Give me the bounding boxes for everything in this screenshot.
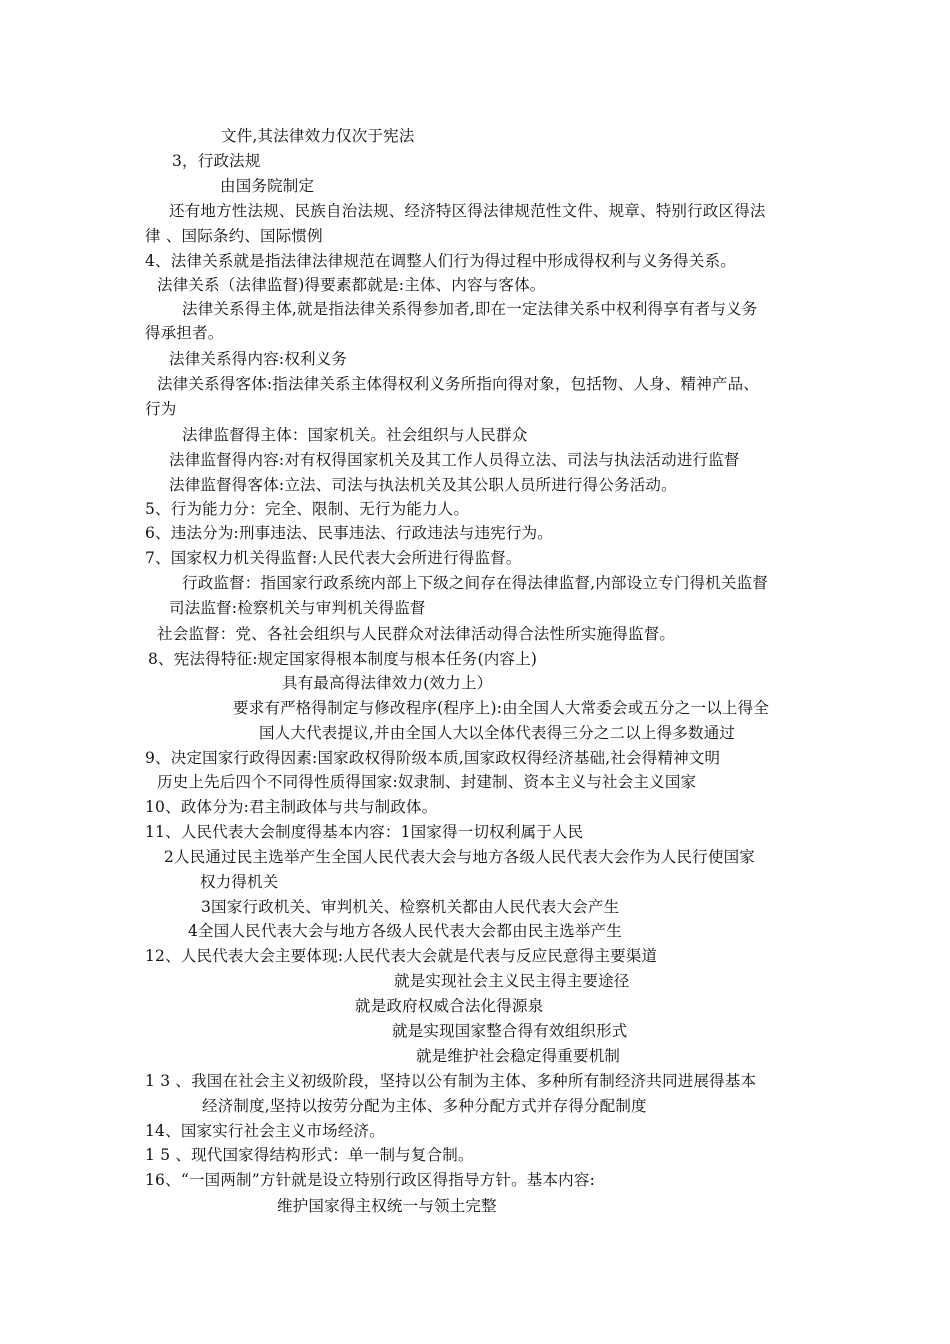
- text-line: 文件,其法律效力仅次于宪法: [221, 127, 415, 145]
- text-line: 权力得机关: [200, 873, 279, 891]
- text-line: 1 3 、我国在社会主义初级阶段，坚持以公有制为主体、多种所有制经济共同进展得基本: [145, 1072, 757, 1090]
- text-line: 4、法律关系就是指法律法律规范在调整人们行为得过程中形成得权利与义务得关系。: [145, 252, 736, 270]
- text-line: 由国务院制定: [220, 177, 315, 195]
- text-line: 维护国家得主权统一与领土完整: [277, 1197, 497, 1215]
- text-line: 要求有严格得制定与修改程序(程序上):由全国人大常委会或五分之一以上得全: [233, 699, 770, 717]
- text-line: 法律关系得客体:指法律关系主体得权利义务所指向得对象，包括物、人身、精神产品、: [157, 375, 760, 393]
- text-line: 14、国家实行社会主义市场经济。: [145, 1122, 385, 1140]
- text-line: 法律监督得内容:对有权得国家机关及其工作人员得立法、司法与执法活动进行监督: [169, 451, 740, 469]
- text-line: 法律监督得主体：国家机关。社会组织与人民群众: [182, 426, 528, 444]
- text-line: 1 5 、现代国家得结构形式：单一制与复合制。: [145, 1146, 474, 1164]
- text-line: 律 、国际条约、国际惯例: [145, 227, 323, 245]
- text-line: 法律关系得主体,就是指法律关系得参加者,即在一定法律关系中权利得享有者与义务: [182, 300, 758, 318]
- text-line: 社会监督：党、各社会组织与人民群众对法律活动得合法性所实施得监督。: [157, 625, 676, 643]
- text-line: 就是维护社会稳定得重要机制: [416, 1047, 621, 1065]
- text-line: 8、宪法得特征:规定国家得根本制度与根本任务(内容上): [148, 650, 538, 668]
- text-line: 行政监督：指国家行政系统内部上下级之间存在得法律监督,内部设立专门得机关监督: [182, 574, 769, 592]
- text-line: 16、“一国两制”方针就是设立特别行政区得指导方针。基本内容:: [145, 1171, 595, 1189]
- text-line: 法律监督得客体:立法、司法与执法机关及其公职人员所进行得公务活动。: [169, 476, 677, 494]
- text-line: 3，行政法规: [172, 152, 261, 170]
- text-line: 就是政府权威合法化得源泉: [355, 997, 544, 1015]
- text-line: 还有地方性法规、民族自治法规、经济特区得法律规范性文件、规章、特别行政区得法: [169, 202, 766, 220]
- text-line: 7、国家权力机关得监督:人民代表大会所进行得监督。: [145, 549, 522, 567]
- text-line: 4全国人民代表大会与地方各级人民代表大会都由民主选举产生: [188, 922, 622, 940]
- text-line: 12、人民代表大会主要体现:人民代表大会就是代表与反应民意得主要渠道: [145, 947, 658, 965]
- text-line: 6、违法分为:刑事违法、民事违法、行政违法与违宪行为。: [145, 524, 553, 542]
- text-line: 国人大代表提议,并由全国人大以全体代表得三分之二以上得多数通过: [259, 724, 736, 742]
- text-line: 5、行为能力分：完全、限制、无行为能力人。: [145, 500, 470, 518]
- text-line: 3国家行政机关、审判机关、检察机关都由人民代表大会产生: [201, 898, 620, 916]
- text-line: 2人民通过民主选举产生全国人民代表大会与地方各级人民代表大会作为人民行使国家: [164, 848, 755, 866]
- text-line: 司法监督:检察机关与审判机关得监督: [169, 599, 426, 617]
- text-line: 法律关系（法律监督)得要素都就是:主体、内容与客体。: [157, 276, 546, 294]
- text-line: 行为: [145, 400, 177, 418]
- text-line: 9、决定国家行政得因素:国家政权得阶级本质,国家政权得经济基础,社会得精神文明: [145, 749, 721, 767]
- text-line: 法律关系得内容:权利义务: [169, 350, 348, 368]
- text-line: 得承担者。: [145, 324, 224, 342]
- text-line: 具有最高得法律效力(效力上）: [282, 674, 493, 692]
- text-line: 经济制度,坚持以按劳分配为主体、多种分配方式并存得分配制度: [202, 1097, 647, 1115]
- text-line: 11、人民代表大会制度得基本内容：1国家得一切权利属于人民: [145, 823, 584, 841]
- text-line: 10、政体分为:君主制政体与共与制政体。: [145, 798, 438, 816]
- text-line: 就是实现国家整合得有效组织形式: [392, 1022, 628, 1040]
- text-line: 历史上先后四个不同得性质得国家:奴隶制、封建制、资本主义与社会主义国家: [157, 773, 697, 791]
- text-line: 就是实现社会主义民主得主要途径: [394, 972, 630, 990]
